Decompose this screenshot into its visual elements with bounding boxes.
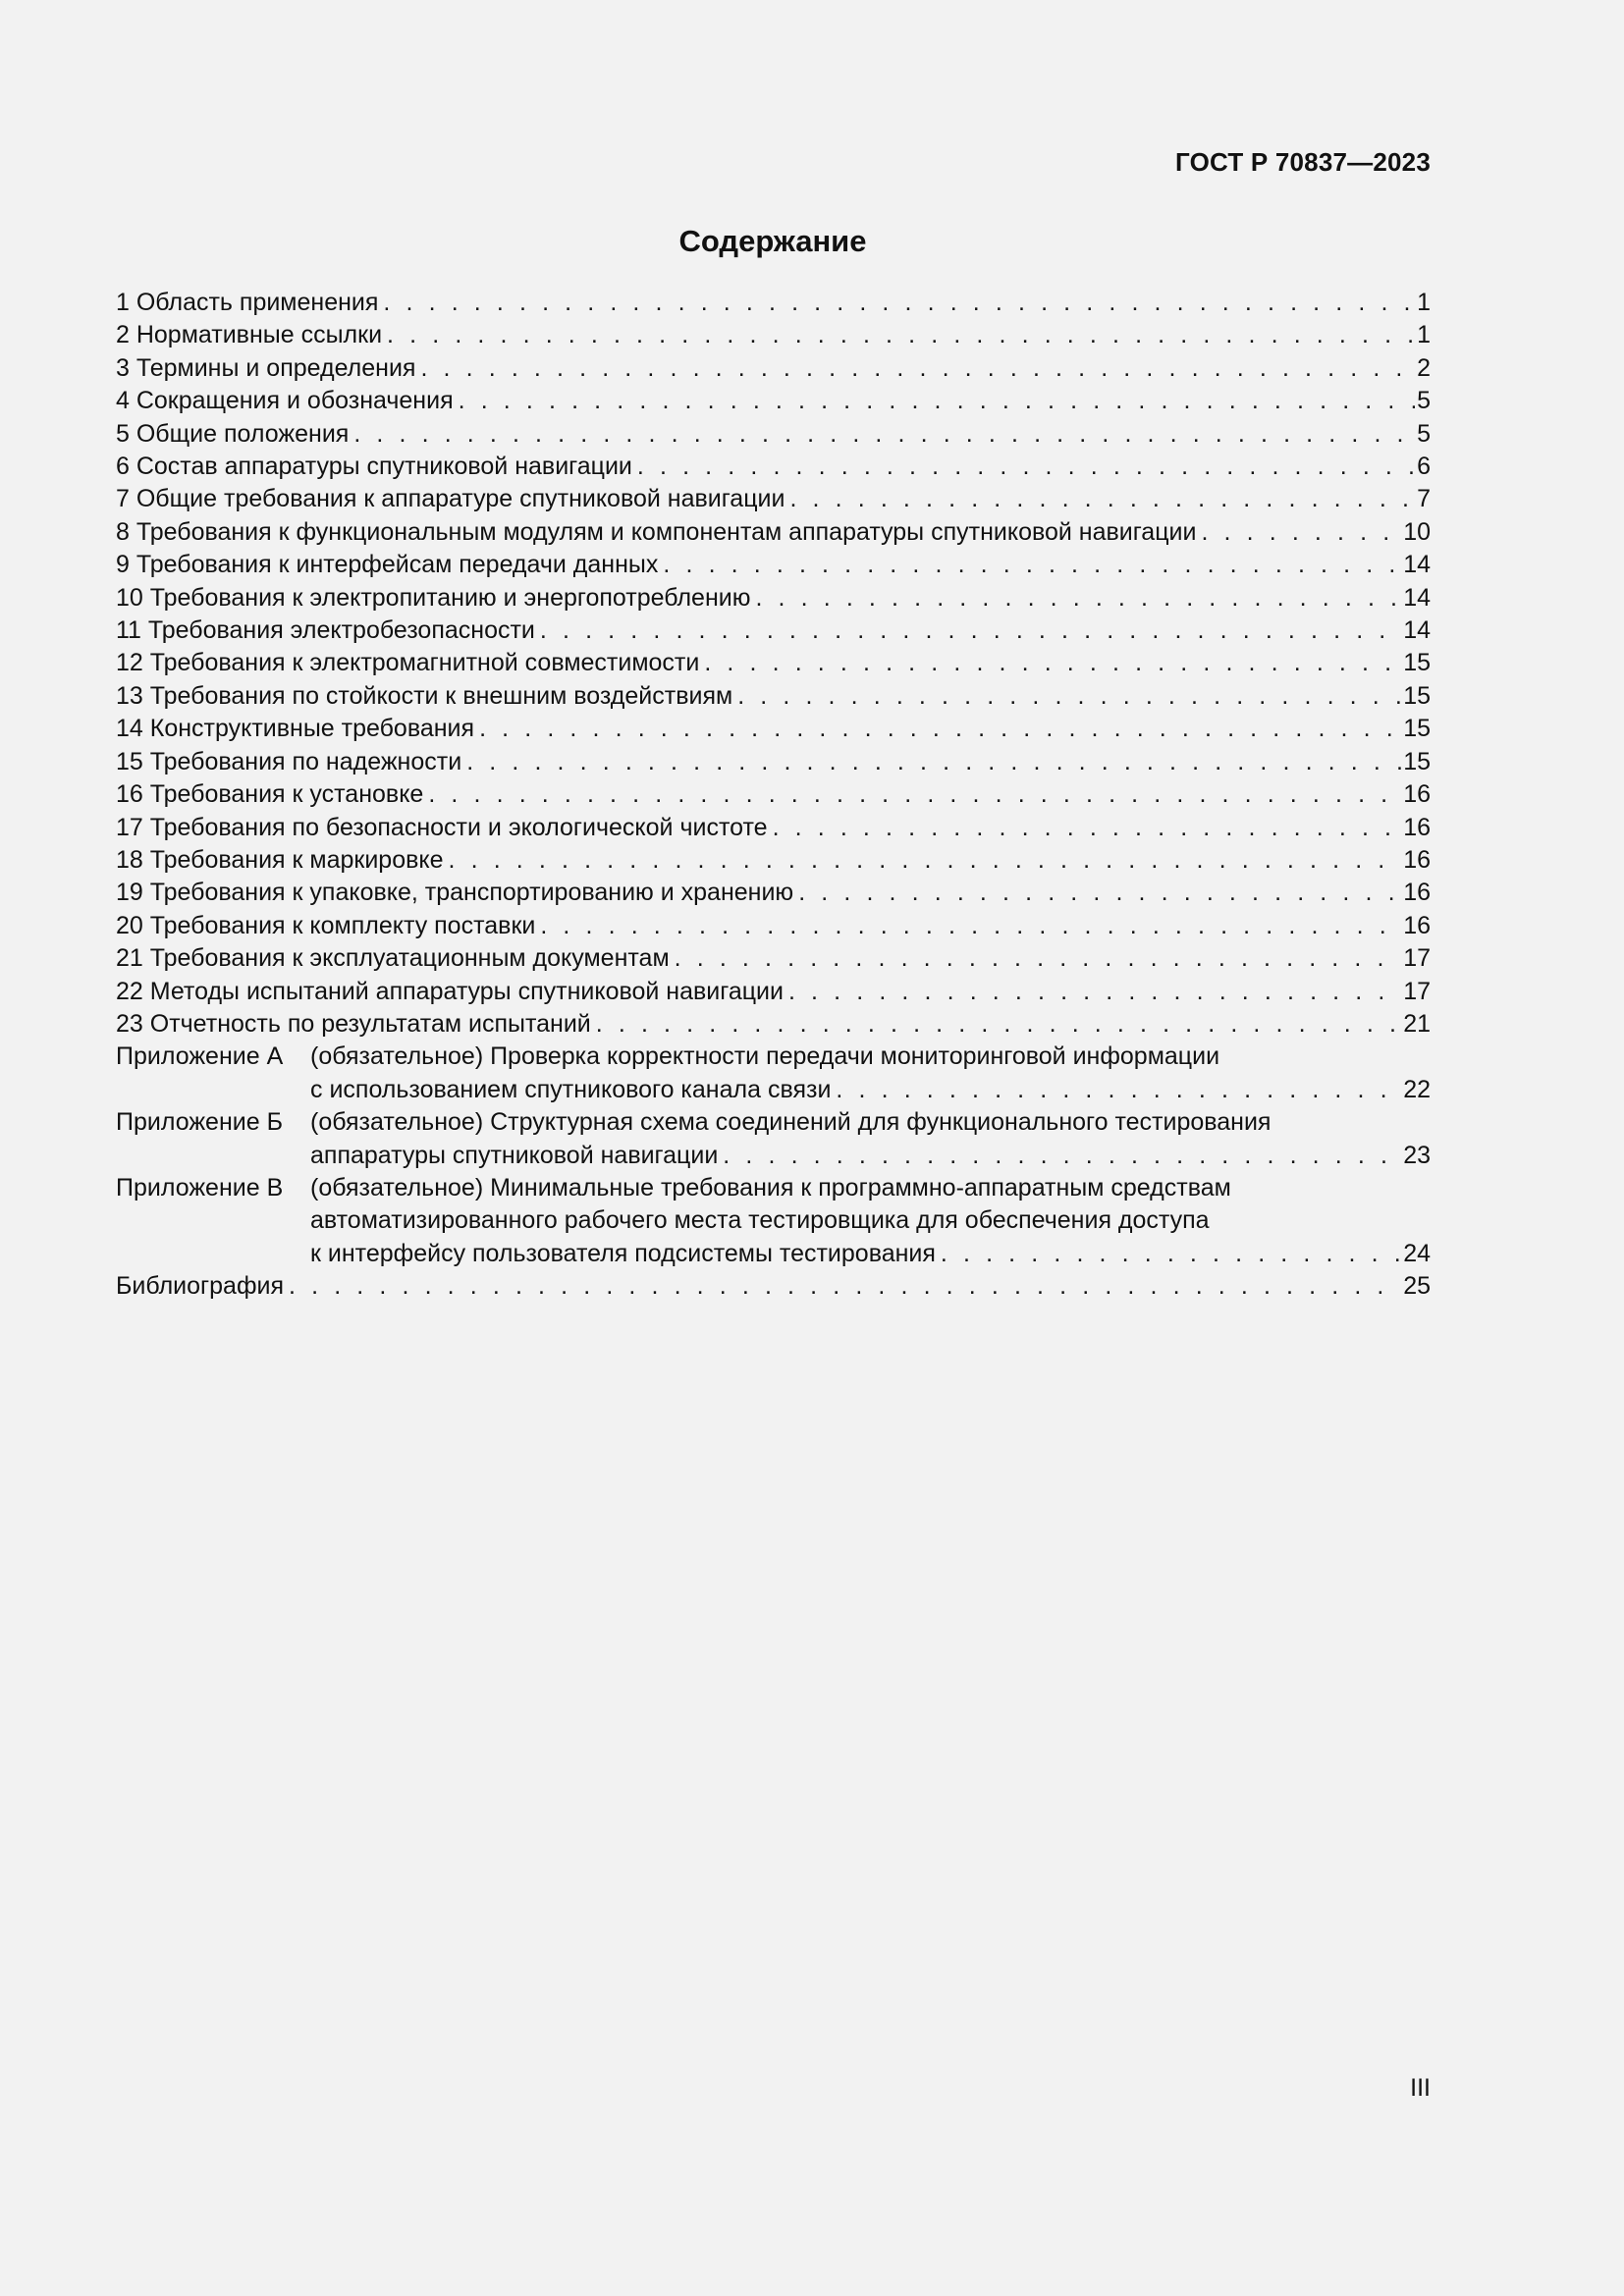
toc-entry-13[interactable] [116, 680, 1431, 713]
dot-leader [540, 614, 1401, 647]
toc-entry-label: 10 Требования к электропитанию и энергопотреблению [116, 583, 751, 612]
toc-entry-3[interactable] [116, 352, 1431, 385]
toc-entry-label: 12 Требования к электромагнитной совместимости [116, 649, 700, 677]
toc-annex-b[interactable] [116, 1106, 1431, 1172]
toc-entry-label: 18 Требования к маркировке [116, 845, 444, 874]
toc-annex-a[interactable] [116, 1041, 1431, 1106]
toc-entry-9[interactable] [116, 549, 1431, 581]
toc-entry-page: 15 [1403, 747, 1431, 775]
document-code: ГОСТ Р 70837—2023 [1175, 147, 1431, 177]
dot-leader [449, 844, 1402, 877]
dot-leader [428, 778, 1401, 811]
toc-entry-6[interactable] [116, 451, 1431, 483]
toc-entry-page: 1 [1417, 289, 1431, 316]
toc-entry-16[interactable] [116, 778, 1431, 811]
annex-title-line: автоматизированного рабочего места тестировщика для обеспечения доступа [310, 1206, 1210, 1235]
dot-leader [540, 910, 1401, 942]
toc-entry-page: 24 [1403, 1239, 1431, 1267]
dot-leader [737, 680, 1401, 713]
toc-entry-page: 22 [1403, 1075, 1431, 1103]
annex-title-line: (обязательное) Проверка корректности передачи мониторинговой информации [310, 1042, 1220, 1071]
annex-prefix: Приложение Б [116, 1108, 283, 1137]
toc-entry-page: 17 [1403, 977, 1431, 1005]
toc-entry-20[interactable] [116, 910, 1431, 942]
toc-entry-page: 1 [1417, 321, 1431, 349]
dot-leader [383, 287, 1415, 319]
toc-entry-page: 25 [1403, 1272, 1431, 1301]
dot-leader [773, 812, 1402, 844]
dot-leader [479, 713, 1401, 745]
annex-prefix: Приложение А [116, 1042, 284, 1071]
toc-entry-page: 14 [1403, 583, 1431, 612]
toc-entry-17[interactable] [116, 812, 1431, 844]
toc-entry-label: 22 Методы испытаний аппаратуры спутниковой навигации [116, 977, 784, 1005]
toc-entry-page: 15 [1403, 681, 1431, 710]
toc-entry-label: 20 Требования к комплекту поставки [116, 911, 536, 939]
dot-leader [420, 352, 1415, 385]
annex-prefix: Приложение В [116, 1173, 284, 1201]
toc-entry-page: 10 [1403, 517, 1431, 546]
toc-entry-2[interactable] [116, 319, 1431, 351]
toc-entry-23[interactable] [116, 1008, 1431, 1041]
annex-title-line: аппаратуры спутниковой навигации [310, 1141, 719, 1169]
dot-leader [459, 385, 1415, 417]
toc-annex-v[interactable] [116, 1172, 1431, 1270]
toc-entry-page: 14 [1403, 616, 1431, 645]
dot-leader [789, 483, 1415, 515]
toc-entry-bibliography[interactable] [116, 1270, 1431, 1303]
toc-entry-page: 17 [1403, 944, 1431, 973]
dot-leader [663, 549, 1401, 581]
toc-entry-22[interactable] [116, 976, 1431, 1008]
dot-leader [755, 582, 1401, 614]
toc-entry-label: 21 Требования к эксплуатационным документам [116, 944, 670, 973]
toc-entry-label: 11 Требования электробезопасности [116, 616, 535, 645]
toc-entry-4[interactable] [116, 385, 1431, 417]
toc-entry-label: 7 Общие требования к аппаратуре спутниковой навигации [116, 485, 785, 513]
toc-title: Содержание [678, 224, 867, 258]
toc-entry-label: 19 Требования к упаковке, транспортированию и хранению [116, 879, 794, 907]
toc-entry-11[interactable] [116, 614, 1431, 647]
toc-entry-page: 16 [1403, 780, 1431, 809]
toc-entry-label: 23 Отчетность по результатам испытаний [116, 1009, 591, 1038]
toc-entry-label: 15 Требования по надежности [116, 747, 462, 775]
dot-leader [941, 1238, 1401, 1270]
toc-entry-page: 5 [1417, 419, 1431, 448]
toc-entry-label: 8 Требования к функциональным модулям и компонентам аппаратуры спутниковой навигации [116, 517, 1197, 546]
toc-entry-label: 6 Состав аппаратуры спутниковой навигации [116, 453, 632, 481]
dot-leader [836, 1074, 1401, 1106]
toc-entry-10[interactable] [116, 582, 1431, 614]
dot-leader [675, 942, 1402, 975]
toc-entry-12[interactable] [116, 647, 1431, 679]
toc-entry-7[interactable] [116, 483, 1431, 515]
annex-title-line: с использованием спутникового канала связи [310, 1075, 832, 1103]
toc-entry-label: 17 Требования по безопасности и экологической чистоте [116, 813, 768, 841]
toc-entry-label: 4 Сокращения и обозначения [116, 387, 454, 415]
toc-entry-label: 9 Требования к интерфейсам передачи данных [116, 551, 659, 579]
toc-entry-18[interactable] [116, 844, 1431, 877]
toc-entry-14[interactable] [116, 713, 1431, 745]
toc-entry-page: 5 [1417, 387, 1431, 415]
toc-entry-label: 3 Термины и определения [116, 353, 416, 382]
dot-leader [1201, 516, 1401, 549]
dot-leader [466, 746, 1401, 778]
dot-leader [596, 1008, 1401, 1041]
toc-entry-label: 13 Требования по стойкости к внешним воздействиям [116, 681, 733, 710]
toc-entry-15[interactable] [116, 746, 1431, 778]
dot-leader [704, 647, 1401, 679]
annex-title-line: к интерфейсу пользователя подсистемы тестирования [310, 1239, 936, 1267]
page-number: III [1410, 2074, 1431, 2102]
toc-entry-8[interactable] [116, 516, 1431, 549]
toc-entry-21[interactable] [116, 942, 1431, 975]
toc-entry-page: 16 [1403, 845, 1431, 874]
toc-entry-page: 16 [1403, 879, 1431, 907]
toc-entry-page: 15 [1403, 715, 1431, 743]
table-of-contents [116, 287, 1431, 1304]
toc-entry-label: 5 Общие положения [116, 419, 350, 448]
dot-leader [723, 1140, 1401, 1172]
toc-entry-page: 16 [1403, 813, 1431, 841]
toc-entry-page: 23 [1403, 1141, 1431, 1169]
toc-entry-label: 14 Конструктивные требования [116, 715, 475, 743]
toc-entry-label: 1 Область применения [116, 289, 379, 316]
dot-leader [788, 976, 1401, 1008]
dot-leader [353, 418, 1415, 451]
toc-entry-page: 14 [1403, 551, 1431, 579]
toc-entry-page: 2 [1417, 353, 1431, 382]
annex-title-line: (обязательное) Структурная схема соединений для функционального тестирования [310, 1108, 1272, 1137]
toc-entry-label: 2 Нормативные ссылки [116, 321, 383, 349]
toc-entry-page: 21 [1403, 1009, 1431, 1038]
annex-title-line: (обязательное) Минимальные требования к программно-аппаратным средствам [310, 1173, 1231, 1201]
dot-leader [387, 319, 1415, 351]
dot-leader [289, 1270, 1401, 1303]
toc-entry-label: 16 Требования к установке [116, 780, 424, 809]
dot-leader [637, 451, 1415, 483]
toc-entry-page: 7 [1417, 485, 1431, 513]
toc-entry-19[interactable] [116, 877, 1431, 909]
toc-entry-1[interactable] [116, 287, 1431, 319]
toc-entry-page: 6 [1417, 453, 1431, 481]
toc-entry-page: 16 [1403, 911, 1431, 939]
toc-entry-5[interactable] [116, 418, 1431, 451]
toc-entry-label: Библиография [116, 1272, 285, 1301]
dot-leader [798, 877, 1401, 909]
toc-entry-page: 15 [1403, 649, 1431, 677]
